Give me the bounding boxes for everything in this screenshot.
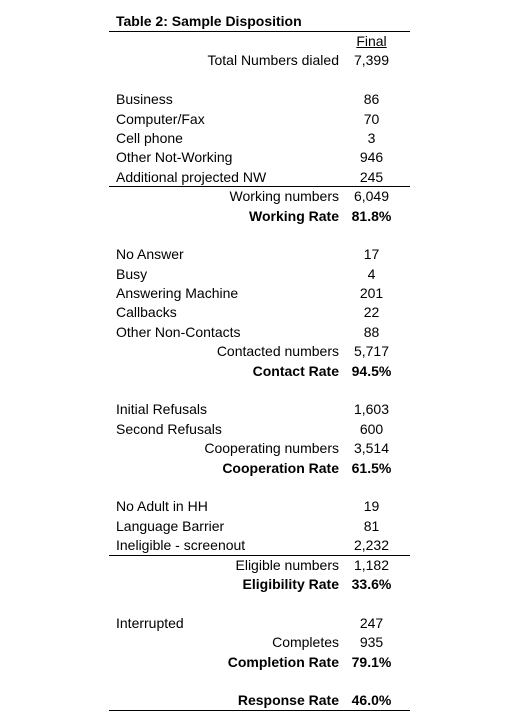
row-label: Eligibility Rate bbox=[242, 575, 339, 592]
row-label: Total Numbers dialed bbox=[207, 52, 339, 69]
row-value: 61.5% bbox=[351, 459, 392, 476]
table-row-second-refusals bbox=[109, 420, 410, 439]
row-label: Completion Rate bbox=[227, 653, 339, 670]
table-row-language-barrier bbox=[109, 517, 410, 536]
table-row-other-non-contacts bbox=[109, 323, 410, 342]
section-spacer bbox=[109, 672, 410, 691]
row-value: 81 bbox=[363, 517, 380, 534]
row-label: Working Rate bbox=[249, 207, 339, 224]
row-label: Working numbers bbox=[229, 188, 339, 205]
row-label: Second Refusals bbox=[116, 420, 222, 437]
table-row-other-not-working bbox=[109, 148, 410, 167]
row-value: 81.8% bbox=[351, 207, 392, 224]
row-label: Eligible numbers bbox=[235, 556, 339, 573]
table-title: Table 2: Sample Disposition bbox=[109, 12, 410, 32]
row-value: 7,399 bbox=[353, 52, 390, 69]
row-value: 86 bbox=[363, 91, 380, 108]
table-row-busy bbox=[109, 265, 410, 284]
table-row-business bbox=[109, 90, 410, 109]
row-label: Completes bbox=[272, 634, 339, 651]
table-row-contacted-numbers bbox=[109, 342, 410, 361]
table-row-interrupted bbox=[109, 614, 410, 633]
row-value: 935 bbox=[359, 634, 384, 651]
table-row-total-numbers-dialed bbox=[109, 51, 410, 70]
row-value: 33.6% bbox=[351, 575, 392, 592]
row-value: 1,182 bbox=[353, 556, 390, 573]
table-row-ineligible-screenout bbox=[109, 536, 410, 555]
row-label: Callbacks bbox=[116, 304, 177, 321]
row-value: 201 bbox=[359, 285, 384, 302]
row-value: 17 bbox=[363, 246, 380, 263]
section-spacer bbox=[109, 381, 410, 400]
table-row-working-numbers bbox=[109, 187, 410, 206]
row-value: 1,603 bbox=[353, 401, 390, 418]
row-label: Computer/Fax bbox=[116, 110, 205, 127]
row-label: Other Not-Working bbox=[116, 149, 233, 166]
table-row-callbacks bbox=[109, 303, 410, 322]
row-value: 3,514 bbox=[353, 440, 390, 457]
row-value: 5,717 bbox=[353, 343, 390, 360]
table-row-computer-fax bbox=[109, 110, 410, 129]
table-row-working-rate bbox=[109, 207, 410, 226]
row-label: Other Non-Contacts bbox=[116, 323, 241, 340]
table-row-cooperation-rate bbox=[109, 459, 410, 478]
row-label: Contacted numbers bbox=[216, 343, 339, 360]
row-label: Answering Machine bbox=[116, 285, 239, 302]
row-value: 946 bbox=[359, 149, 384, 166]
row-label: Initial Refusals bbox=[116, 401, 208, 418]
row-label: Interrupted bbox=[116, 614, 184, 631]
row-value: 600 bbox=[359, 420, 384, 437]
row-value: 3 bbox=[367, 129, 376, 146]
table-row-answering-machine bbox=[109, 284, 410, 303]
row-label: No Adult in HH bbox=[116, 498, 208, 515]
row-value: 79.1% bbox=[351, 653, 392, 670]
sample-disposition-table bbox=[109, 12, 410, 711]
table-row-initial-refusals bbox=[109, 400, 410, 419]
row-value: 4 bbox=[367, 265, 376, 282]
table-row-additional-projected-nw bbox=[109, 168, 410, 187]
table-row-no-answer bbox=[109, 245, 410, 264]
row-value: 247 bbox=[359, 614, 384, 631]
section-spacer bbox=[109, 226, 410, 245]
table-row-completion-rate bbox=[109, 653, 410, 672]
table-row-cooperating-numbers bbox=[109, 439, 410, 458]
row-label: Cooperation Rate bbox=[222, 459, 339, 476]
section-spacer bbox=[109, 594, 410, 613]
row-label: Language Barrier bbox=[116, 517, 225, 534]
row-value: 46.0% bbox=[351, 692, 392, 709]
table-header-row bbox=[109, 32, 410, 51]
row-value: 94.5% bbox=[351, 362, 392, 379]
table-row-contact-rate bbox=[109, 362, 410, 381]
section-spacer bbox=[109, 71, 410, 90]
row-label: Contact Rate bbox=[252, 362, 339, 379]
row-label: Ineligible - screenout bbox=[116, 537, 246, 554]
table-row-completes bbox=[109, 633, 410, 652]
row-label: Cooperating numbers bbox=[204, 440, 339, 457]
row-label: Additional projected NW bbox=[116, 168, 267, 185]
row-value: 19 bbox=[363, 498, 380, 515]
row-value: 22 bbox=[363, 304, 380, 321]
row-value: 2,232 bbox=[353, 537, 390, 554]
table-row-response-rate bbox=[109, 691, 410, 710]
row-label: Busy bbox=[116, 265, 148, 282]
row-label: Cell phone bbox=[116, 129, 183, 146]
row-value: 88 bbox=[363, 323, 380, 340]
section-spacer bbox=[109, 478, 410, 497]
row-value: 6,049 bbox=[353, 188, 390, 205]
column-header-final: Final bbox=[356, 33, 387, 49]
table-row-cell-phone bbox=[109, 129, 410, 148]
row-value: 70 bbox=[363, 110, 380, 127]
table-row-no-adult-in-hh bbox=[109, 497, 410, 516]
row-label: No Answer bbox=[116, 246, 184, 263]
table-row-eligible-numbers bbox=[109, 556, 410, 575]
row-label: Business bbox=[116, 91, 173, 108]
row-value: 245 bbox=[359, 168, 384, 185]
row-label: Response Rate bbox=[237, 692, 339, 709]
table-row-eligibility-rate bbox=[109, 575, 410, 594]
